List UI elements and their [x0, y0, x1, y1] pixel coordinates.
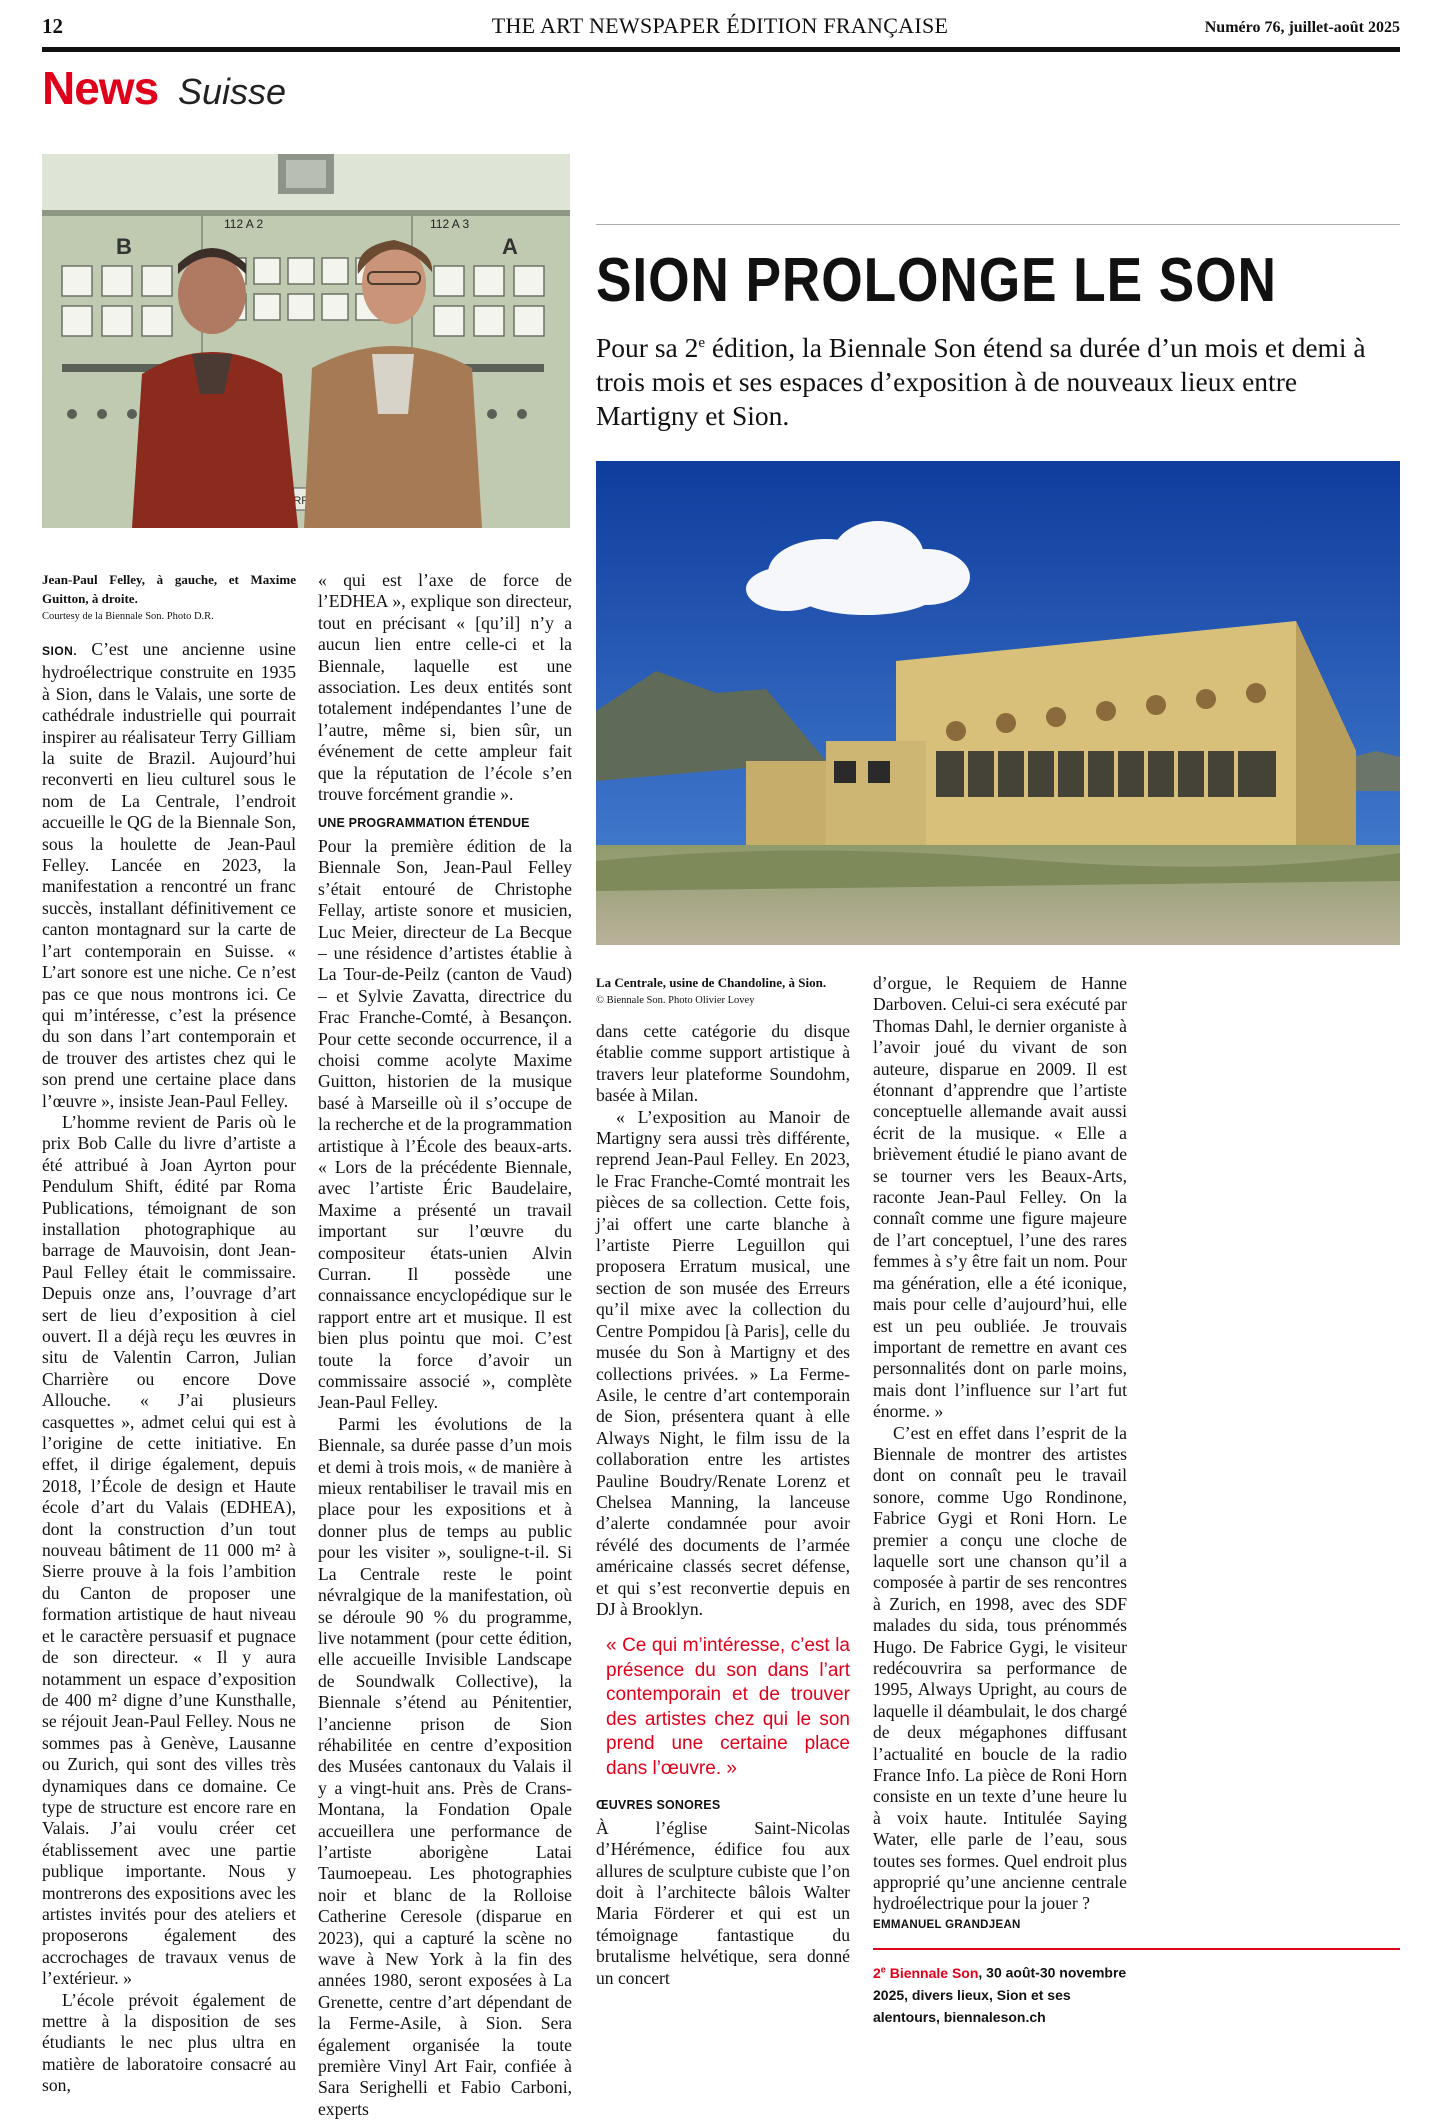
info-event-name: Biennale Son	[885, 1964, 979, 1981]
dateline: SION.	[42, 644, 78, 658]
column-2	[318, 570, 572, 2120]
event-info	[873, 1958, 1127, 2028]
info-rule	[873, 1948, 1400, 1950]
column-4	[873, 973, 1127, 1936]
panel-letter-b: B	[116, 234, 132, 259]
column-3	[596, 973, 850, 1989]
subheading: UNE PROGRAMMATION ÉTENDUE	[318, 816, 530, 831]
paragraph: Pour la première édition de la Biennale Son, Jean-Paul Felley s’était entouré de Christophe Fellay, artiste sonore et musicien, Luc Meier, directeur de La Becque – une résidence d’artistes établie à La Tour-de-Peilz (canton de Vaud) – et Sylvie Zavatta, directrice du Frac Franche-Comté, à Besançon. Pour cette seconde occurrence, il a choisi comme acolyte Maxime Guitton, historien de la musique basé à Marseille où il s’occupe de la recherche et de la programmation artistique à l’École des beaux-arts. « Lors de la précédente Biennale, avec l’artiste Éric Baudelaire, Maxime a présenté un travail important sur l’œuvre du compositeur états-unien Alvin Curran. Il possède une connaissance encyclopédique sur le rapport entre art et musique. Il est bien plus pointu que moi. C’est toute la force d’avoir un commissaire associé », complète Jean-Paul Felley.	[318, 835, 572, 1413]
photo-portrait	[42, 154, 570, 528]
photo-la-centrale	[596, 461, 1400, 945]
subheading: ŒUVRES SONORES	[596, 1798, 721, 1813]
headline-rule	[596, 224, 1400, 225]
standfirst	[596, 326, 1386, 433]
photo2-caption	[596, 973, 850, 1009]
publication-title: THE ART NEWSPAPER ÉDITION FRANÇAISE	[491, 13, 949, 38]
headline: SION PROLONGE LE SON	[596, 246, 1277, 315]
section-name: Suisse	[178, 71, 287, 112]
paragraph: « qui est l’axe de force de l’EDHEA », explique son directeur, tout en précisant « [qu’il] n’y a aucun lien entre celle-ci et la Biennale, laquelle est une association. Les deux entités sont totalement indépendantes l’une de l’autre, même si, bien sûr, un événement de cette ampleur fait que la réputation de l’école s’en trouve forcément grandie ».	[318, 570, 572, 805]
info-edition-number: 2	[873, 1964, 881, 1981]
paragraph: L’homme revient de Paris où le prix Bob Calle du livre d’artiste a été attribué à Joan Ayrton pour Pendulum Shift, édité par Roma Publications, témoignant de son installation photographique au barrage de Mauvoisin, dont Jean-Paul Felley était le commissaire. Depuis onze ans, l’ouvrage d’art sert de lieu d’exposition à ciel ouvert. Il a déjà reçu les œuvres in situ de Valentin Carron, Julian Charrière ou encore Dove Allouche. « J’ai plusieurs casquettes », admet celui qui est à l’origine de cette initiative. En effet, il dirige également, depuis 2018, l’École de design et Haute école d’art du Valais (EDHEA), dont la construction d’un tout nouveau bâtiment de 11 000 m² à Sierre prouve à la fois l’ambition du Canton de proposer une formation artistique de haut niveau et le caractère persuasif et pugnace de son directeur. « Il y aura notamment un espace d’exposition de 400 m² digne d’une Kunsthalle, se réjouit Jean-Paul Felley. Nous ne sommes pas à Genève, Lausanne ou Zurich, qui sont des villes très dynamiques dans ce domaine. Ce type de structure est encore rare en Valais. J’ai voulu créer cet établissement avec une partie publique importante. Nous y montrerons des expositions avec les artistes invités pour des ateliers et proposerons également des accrochages de travaux venus de l’extérieur. »	[42, 1111, 296, 1989]
masthead-rule	[42, 47, 1400, 52]
standfirst-post: édition, la Biennale Son étend sa durée d’un mois et demi à trois mois et ses espaces d’exposition à de nouveaux lieux entre Martigny et Sion.	[596, 332, 1366, 432]
section-kicker: News	[42, 62, 159, 114]
photo1-credit: Courtesy de la Biennale Son. Photo D.R.	[42, 611, 214, 622]
paragraph-text: C’est une ancienne usine hydroélectrique construite en 1935 à Sion, dans le Valais, une sorte de cathédrale industrielle qui pourrait inspirer au réalisateur Terry Gilliam la suite de Brazil. Aujourd’hui reconverti en lieu culturel sous le nom de La Centrale, l’endroit accueille le QG de la Biennale Son, sous la houlette de Jean-Paul Felley. Lancée en 2023, la manifestation a rencontré un franc succès, installant définitivement ce canton montagnard sur la carte de l’art contemporain en Suisse. « L’art sonore est une niche. Ce n’est pas ce que nous montrons ici. Ce qui m’intéresse, c’est la présence du son dans l’art contemporain et de trouver des artistes chez qui le son prend une certaine place dans l’œuvre », insiste Jean-Paul Felley.	[42, 639, 296, 1111]
paragraph: À l’église Saint-Nicolas d’Hérémence, édifice fou aux allures de sculpture cubiste que l’on doit à l’architecte bâlois Walter Maria Förderer et qui est un témoignage fantastique du brutalisme helvétique, sera donné un concert	[596, 1817, 850, 1988]
pull-quote: « Ce qui m’intéresse, c’est la présence du son dans l’art contemporain et de trouver des artistes chez qui le son prend une certaine place dans l’œuvre. »	[606, 1635, 850, 1779]
photo1-caption-text: Jean-Paul Felley, à gauche, et Maxime Guitton, à droite.	[42, 572, 296, 606]
paragraph: « L’exposition au Manoir de Martigny sera aussi très différente, reprend Jean-Paul Felley. En 2023, le Frac Franche-Comté montrait les pièces de sa collection. Cette fois, j’ai offert une carte blanche à l’artiste Pierre Leguillon qui proposera Erratum musical, une section de son musée des Erreurs qu’il mixe avec la collection du Centre Pompidou [à Paris], celle du musée du Son à Martigny et des collections privées. » La Ferme-Asile, le centre d’art contemporain de Sion, présentera quant à elle Always Night, le film issu de la collaboration entre les artistes Pauline Boudry/Renate Lorenz et Chelsea Manning, la lanceuse d’alerte condamnée pour avoir révélé des documents de l’armée américaine classés secret défense, et qui s’est reconvertie depuis en DJ à Brooklyn.	[596, 1106, 850, 1619]
panel-label-a2: 112 A 2	[224, 217, 264, 231]
standfirst-pre: Pour sa 2	[596, 332, 699, 364]
paragraph: C’est en effet dans l’esprit de la Biennale de montrer des artistes dont on connaît peu le travail sonore, comme Ugo Rondinone, Fabrice Gygi et Roni Horn. Le premier a conçu une cloche de laquelle sort une chanson qu’il a composée à partir de ses rencontres à Zurich, en 1998, avec des SDF malades du sida, tous prénommés Hugo. De Fabrice Gygi, le visiteur redécouvrira sa performance de 1995, Always Upright, au cours de laquelle il déambulait, le dos chargé de deux mégaphones diffusant l’actualité en boucle de la radio France Info. La pièce de Roni Horn consiste en un texte d’une heure lu à voix haute. Intitulée Saying Water, elle parle de l’eau, sous toutes ses formes. Quel endroit plus approprié qu’une ancienne centrale hydroélectrique pour la jouer ?	[873, 1422, 1127, 1914]
photo2-caption-text: La Centrale, usine de Chandoline, à Sion.	[596, 975, 827, 990]
info-details: , 30 août-30 novembre 2025, divers lieux, Sion et ses alentours, biennaleson.ch	[873, 1964, 1127, 2025]
panel-label-a3: 112 A 3	[430, 217, 470, 231]
info-edition-sup: e	[880, 1964, 886, 1974]
paragraph: dans cette catégorie du disque établie comme support artistique à travers leur plateforme Soundohm, basée à Milan.	[596, 1021, 850, 1106]
paragraph: Parmi les évolutions de la Biennale, sa durée passe d’un mois et demi à trois mois, « de manière à mieux rentabiliser le travail mis en place pour les expositions et à donner plus de temps au public pour les visiter », souligne-t-il. Si La Centrale reste le point névralgique de la manifestation, où se déroule 90 % du programme, live notamment (pour cette édition, elle accueille Invisible Landscape de Soundwalk Collective), la Biennale s’étend au Pénitentier, l’ancienne prison de Sion réhabilitée en centre d’exposition des Musées cantonaux du Valais il y a vingt-huit ans. Près de Crans-Montana, la Fondation Opale accueillera une performance de l’artiste aborigène Latai Taumoepeau. Les photographies noir et blanc de la Rolloise Catherine Ceresole (disparue en 2023), qui a capturé la scène no wave à New York à la fin des années 1980, seront exposées à La Grenette, centre d’art dépendant de la Ferme-Asile, à Sion. Sera également organisée la toute première Vinyl Art Fair, confiée à Sara Serighelli et Fabio Carboni, experts	[318, 1413, 572, 2119]
info-edition	[873, 1965, 978, 1981]
standfirst-sup: e	[698, 335, 706, 351]
byline: EMMANUEL GRANDJEAN	[873, 1918, 1021, 1931]
paragraph	[42, 639, 296, 1112]
paragraph: d’orgue, le Requiem de Hanne Darboven. Celui-ci sera exécuté par Thomas Dahl, le dernier organiste à l’avoir joué du vivant de son auteure, disparue en 2009. Il est étonnant d’apprendre que l’artiste conceptuelle allemande avait aussi écrit de la musique. « Elle a brièvement étudié le piano avant de se tourner vers les Beaux-Arts, raconte Jean-Paul Felley. On la connaît comme une figure majeure de l’art conceptuel, l’une des rares femmes à s’y être fait un nom. Pour ma génération, elle a été iconique, mais pour celle d’aujourd’hui, elle est un peu oubliée. Je trouvais important de remettre en avant ces personnalités dont on parle moins, mais dont l’influence sur l’art fut énorme. »	[873, 973, 1127, 1422]
page-number: 12	[42, 14, 63, 38]
issue-info: Numéro 76, juillet-août 2025	[1204, 19, 1400, 36]
column-1	[42, 570, 296, 2097]
photo1-caption	[42, 570, 296, 625]
photo2-credit: © Biennale Son. Photo Olivier Lovey	[596, 995, 755, 1006]
panel-letter-a: A	[502, 234, 518, 259]
paragraph: L’école prévoit également de mettre à la disposition de ses étudiants le nec plus ultra en matière de laboratoire consacré au son,	[42, 1989, 296, 2096]
